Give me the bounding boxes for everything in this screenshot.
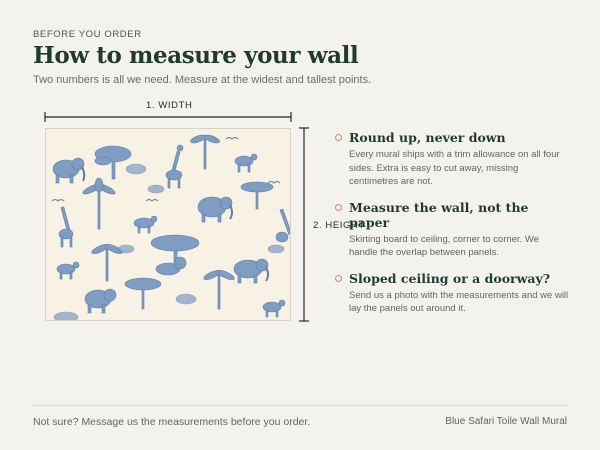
tip-body: Send us a photo with the measurements and we will lay the panels out around it.	[349, 289, 569, 314]
tip-body: Every mural ships with a trim allowance on all four sides. Extra is easy to cut away, missing centimetres are not.	[349, 149, 560, 187]
tip-measure-wall	[335, 200, 570, 260]
page-subtitle: Two numbers is all we need. Measure at the widest and tallest points.	[33, 74, 372, 86]
width-label: 1. WIDTH	[146, 100, 193, 111]
footer-note: Not sure? Message us the measurements before you order.	[33, 416, 311, 428]
eyebrow-label: BEFORE YOU ORDER	[33, 29, 142, 40]
page-title: How to measure your wall	[33, 42, 359, 69]
footer-divider	[33, 405, 567, 406]
circle-bullet-icon	[335, 134, 342, 141]
measuring-tips-list	[335, 130, 570, 327]
circle-bullet-icon	[335, 204, 342, 211]
product-name: Blue Safari Toile Wall Mural	[445, 416, 567, 427]
tip-title: Round up, never down	[349, 130, 506, 145]
tip-round-up	[335, 130, 570, 189]
tip-body: Skirting board to ceiling, corner to corner. We handle the overlap between panels.	[349, 233, 539, 258]
tip-sloped-ceiling	[335, 271, 570, 316]
circle-bullet-icon	[335, 275, 342, 282]
mural-preview-image	[45, 128, 291, 321]
tip-title: Measure the wall, not the paper	[349, 199, 529, 230]
height-label: 2. HEIGHT	[313, 220, 365, 231]
tip-title: Sloped ceiling or a doorway?	[349, 270, 551, 286]
